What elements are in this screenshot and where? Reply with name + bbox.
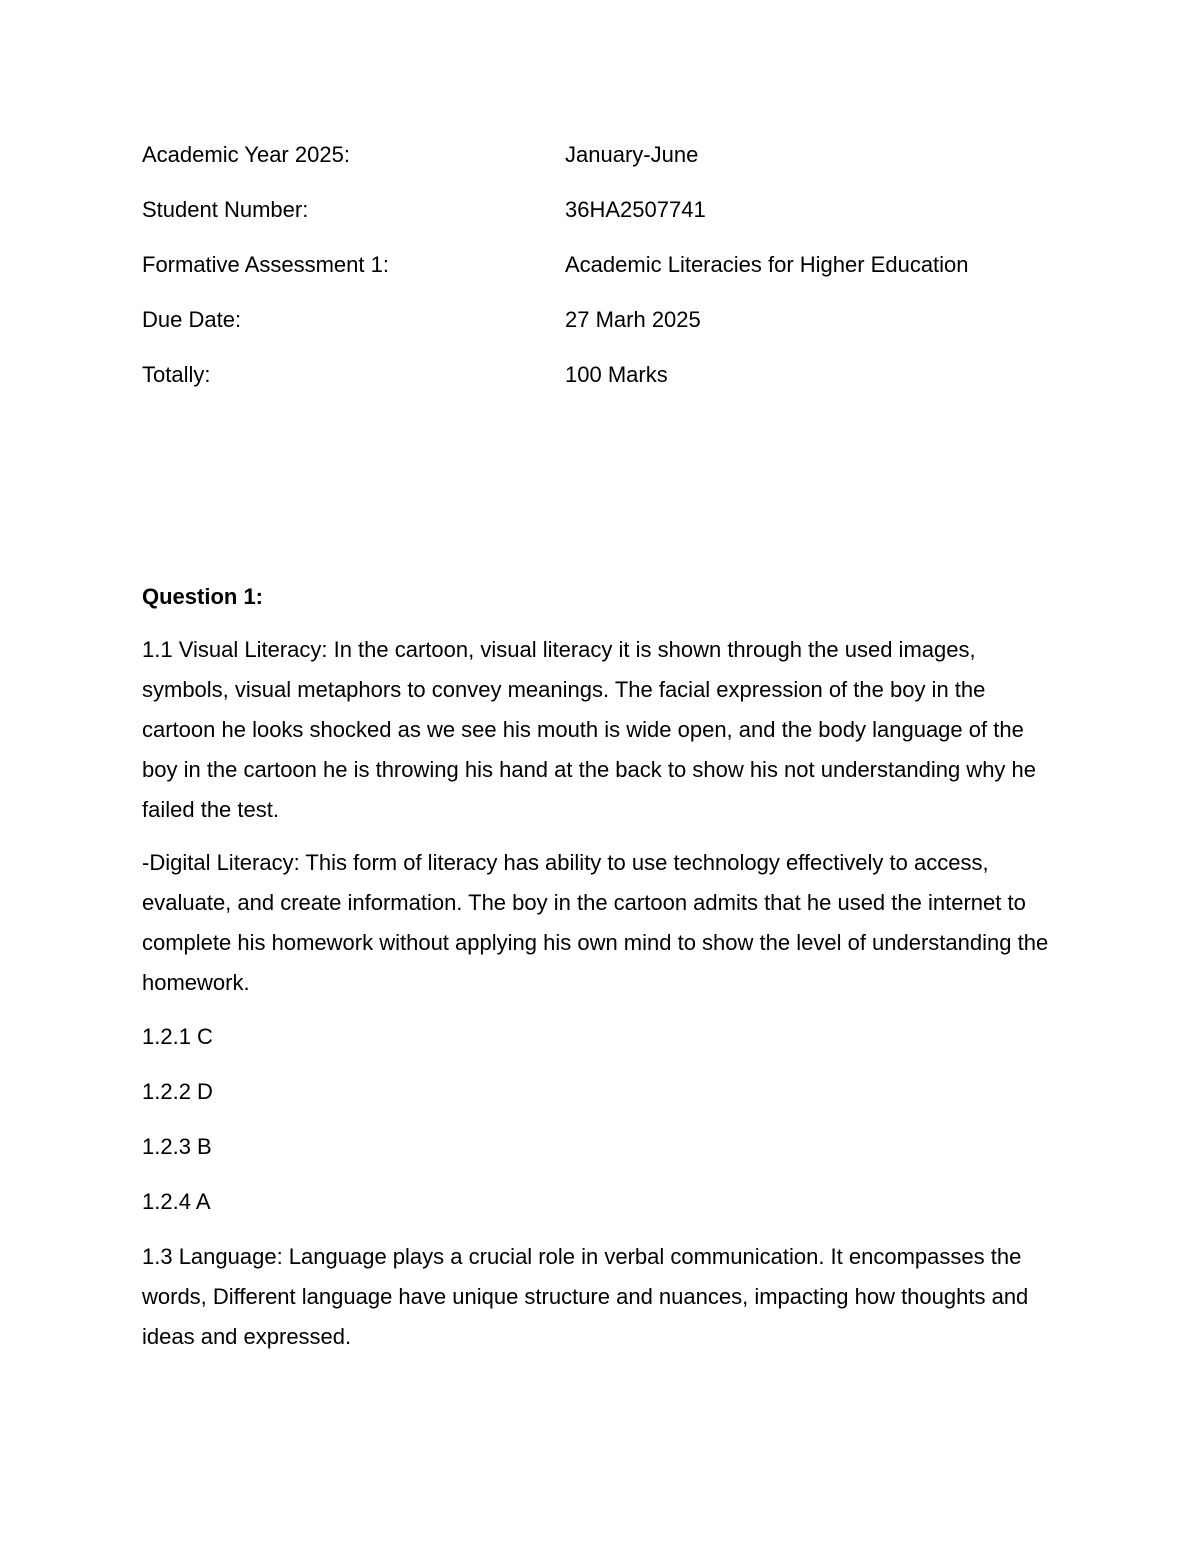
visual-literacy-paragraph: 1.1 Visual Literacy: In the cartoon, visual literacy it is shown through the used images, symbols, visual metaphors to convey meanings. The facial expression of the boy in the cartoon he looks shocked as we see his mouth is wide open, and the body language of the boy in the cartoon he is throwing his hand at the back to show his not understanding why he failed the test. [142, 637, 1037, 822]
total-marks-value: 100 Marks [565, 362, 668, 387]
student-number-label: Student Number: [142, 197, 309, 222]
answer-1-2-2: 1.2.2 D [142, 1079, 213, 1104]
total-marks-label: Totally: [142, 362, 211, 387]
language-paragraph: 1.3 Language: Language plays a crucial role in verbal communication. It encompasses the words, Different language have unique structure and nuances, impacting how thoughts and ideas and expressed. [142, 1244, 1029, 1349]
student-number-row [142, 195, 1102, 225]
digital-literacy-paragraph: -Digital Literacy: This form of literacy has ability to use technology effectively to access, evaluate, and create information. The boy in the cartoon admits that he used the internet to complete his homework without applying his own mind to show the level of understanding the homework. [142, 850, 1049, 995]
student-number-value: 36HA2507741 [565, 197, 706, 222]
assessment-row [142, 250, 1102, 280]
question-heading: Question 1: [142, 584, 264, 609]
academic-year-label: Academic Year 2025: [142, 142, 350, 167]
academic-year-value: January-June [565, 142, 699, 167]
academic-year-row [142, 140, 1102, 170]
due-date-row [142, 305, 1102, 335]
assessment-label: Formative Assessment 1: [142, 252, 389, 277]
answer-1-2-3: 1.2.3 B [142, 1134, 212, 1159]
answer-1-2-4: 1.2.4 A [142, 1189, 211, 1214]
due-date-value: 27 Marh 2025 [565, 307, 701, 332]
total-marks-row [142, 360, 1102, 390]
due-date-label: Due Date: [142, 307, 242, 332]
assessment-value: Academic Literacies for Higher Education [565, 252, 969, 277]
answer-1-2-1: 1.2.1 C [142, 1024, 213, 1049]
